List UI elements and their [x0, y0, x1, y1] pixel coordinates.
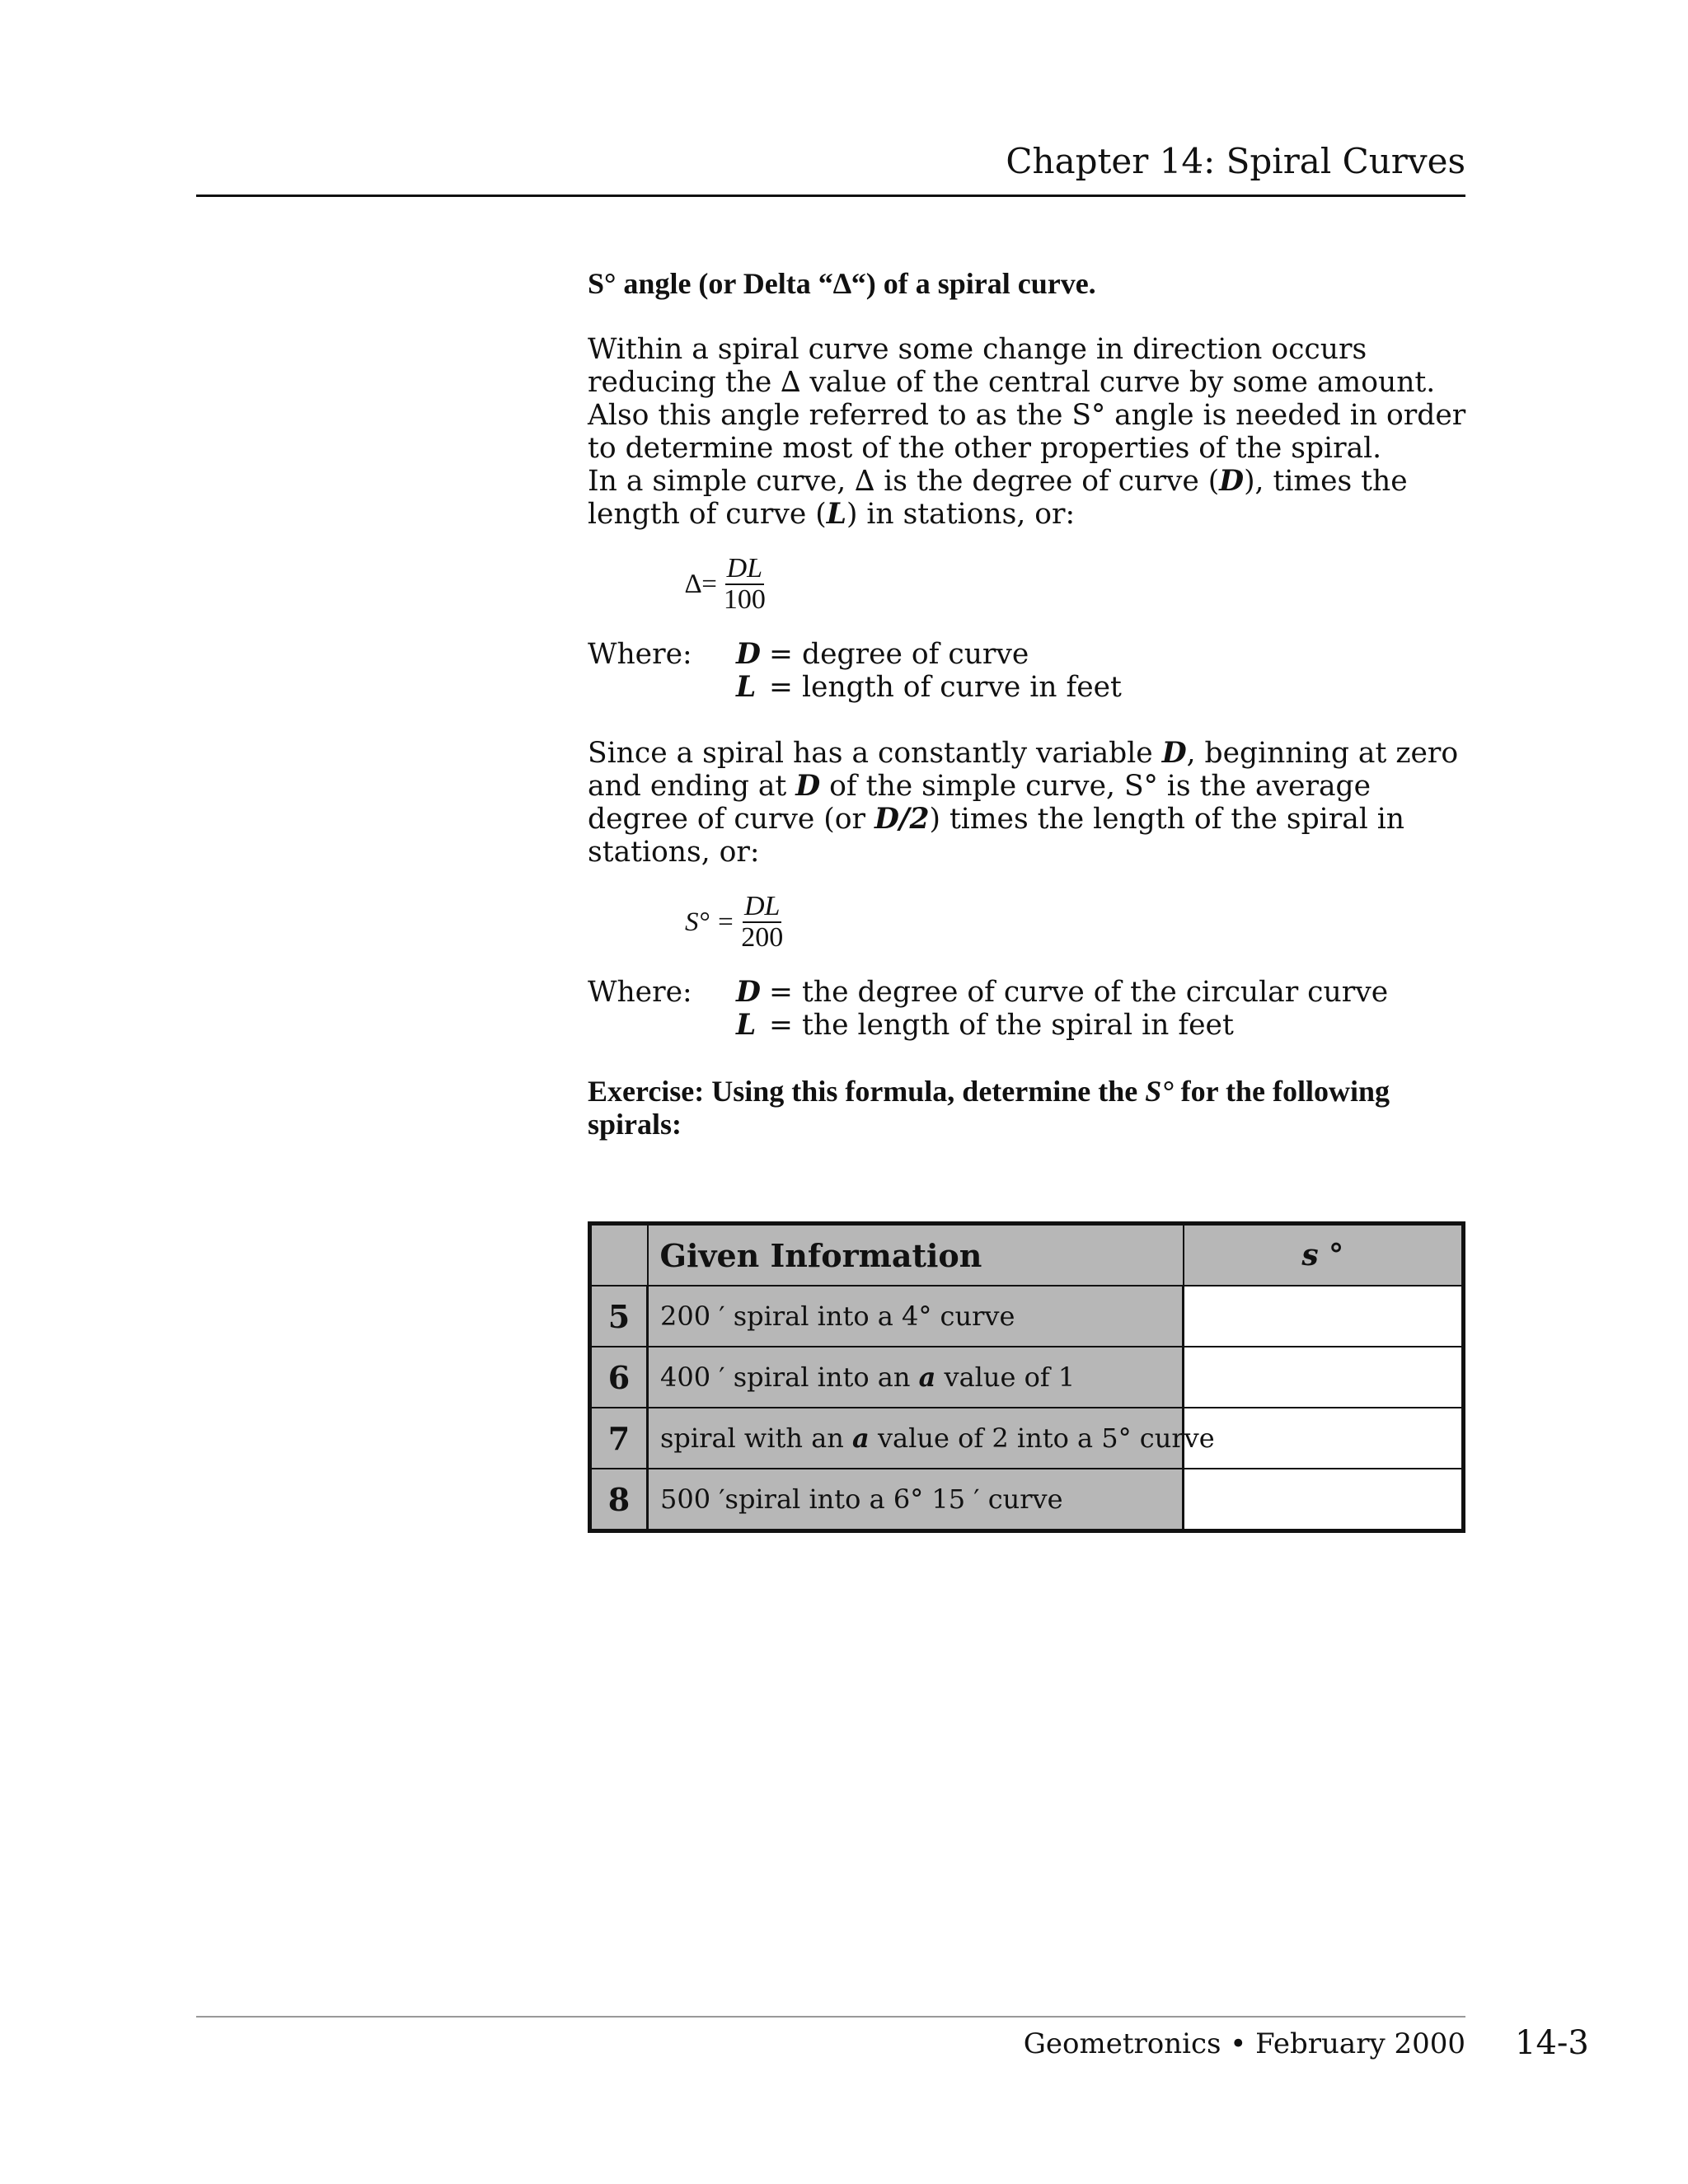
text-run: value of 1 — [935, 1361, 1076, 1393]
def-equals: = — [769, 976, 793, 1009]
text-run: for the following spirals: — [588, 1075, 1390, 1141]
symbol-d: D — [1219, 465, 1245, 498]
symbol-d: D — [795, 770, 821, 803]
section-heading: S° angle (or Delta “∆“) of a spiral curve. — [588, 267, 1096, 300]
text-run: value of 2 into a 5° curve — [869, 1422, 1215, 1454]
formula-numerator: DL — [726, 553, 763, 583]
paragraph-spiral — [588, 737, 1470, 869]
def-equals: = — [769, 671, 793, 704]
table-header-row — [590, 1224, 1464, 1286]
symbol-s-degree: S° — [1145, 1075, 1174, 1108]
header-number-cell — [590, 1224, 648, 1286]
text-run: ) times the length of the spiral in stations, or: — [588, 803, 1405, 869]
formula-s-angle — [685, 887, 1470, 958]
symbol-l: L — [826, 498, 846, 531]
text-run: 400 ′ spiral into an — [660, 1361, 919, 1393]
header-divider — [196, 194, 1465, 197]
table-row — [590, 1347, 1464, 1408]
row-given-info — [648, 1347, 1184, 1408]
exercise-table — [588, 1221, 1465, 1533]
table-row — [590, 1469, 1464, 1531]
paragraph-simple-curve — [588, 465, 1470, 531]
answer-cell[interactable] — [1184, 1347, 1464, 1408]
header-s-degree: s ° — [1184, 1224, 1464, 1286]
row-number: 6 — [590, 1347, 648, 1408]
formula-fraction — [739, 892, 785, 953]
def-equals: = — [769, 638, 793, 671]
chapter-title: Chapter 14: Spiral Curves — [1006, 141, 1465, 181]
symbol-a: a — [852, 1422, 870, 1454]
def-text: the degree of curve of the circular curve — [802, 976, 1389, 1009]
row-number: 8 — [590, 1469, 648, 1531]
def-text: length of curve in feet — [802, 671, 1122, 704]
row-given-info: 200 ′ spiral into a 4° curve — [648, 1286, 1184, 1347]
def-symbol: D — [736, 976, 761, 1009]
text-run: , beginning at zero and ending at — [588, 737, 1459, 803]
def-text: the length of the spiral in feet — [802, 1009, 1234, 1042]
definitions — [736, 976, 1388, 1042]
paragraph-intro: Within a spiral curve some change in direction occurs reducing the ∆ value of the central curve by some amount. Also this angle referred to as the S° angle is needed in order to determine most of the other properties of the spiral. — [588, 333, 1466, 465]
text-run: of the simple curve, S° is the average degree of curve (or — [588, 770, 1372, 836]
text-run: In a simple curve, ∆ is the degree of curve ( — [588, 465, 1220, 498]
answer-cell[interactable] — [1184, 1286, 1464, 1347]
formula-lhs: ∆= — [685, 569, 717, 599]
def-symbol: L — [736, 671, 757, 704]
where-label: Where: — [588, 976, 692, 1009]
table-row — [590, 1408, 1464, 1469]
def-text: degree of curve — [802, 638, 1029, 671]
symbol-d-over-2: D/2 — [874, 803, 930, 836]
answer-cell[interactable] — [1184, 1469, 1464, 1531]
text-run: spiral with an — [660, 1422, 853, 1454]
def-symbol: D — [736, 638, 761, 671]
page-number: 14-3 — [1515, 2024, 1589, 2062]
text-run: Since a spiral has a constantly variable — [588, 737, 1162, 770]
text-run: Exercise: Using this formula, determine the — [588, 1075, 1146, 1108]
formula-denominator: 200 — [741, 922, 784, 953]
where-label: Where: — [588, 638, 692, 671]
where-block-1 — [588, 638, 1470, 704]
formula-denominator: 100 — [723, 584, 766, 615]
text-run: ), times the length of curve ( — [588, 465, 1408, 531]
footer-divider — [196, 2016, 1465, 2018]
symbol-d: D — [1161, 737, 1187, 770]
text-run: ) in stations, or: — [846, 498, 1076, 531]
formula-delta — [685, 549, 1470, 620]
row-number: 7 — [590, 1408, 648, 1469]
row-given-info — [648, 1408, 1215, 1469]
definitions — [736, 638, 1122, 704]
header-given-information: Given Information — [648, 1224, 1184, 1286]
exercise-prompt — [588, 1075, 1470, 1141]
def-equals: = — [769, 1009, 793, 1042]
footer-publication: Geometronics • February 2000 — [1023, 2027, 1465, 2060]
def-symbol: L — [736, 1009, 757, 1042]
table-row — [590, 1286, 1464, 1347]
where-block-2 — [588, 976, 1470, 1042]
formula-fraction — [722, 554, 767, 615]
row-given-info: 500 ′spiral into a 6° 15 ′ curve — [648, 1469, 1184, 1531]
main-content — [588, 267, 1470, 1141]
symbol-a: a — [918, 1361, 936, 1393]
row-number: 5 — [590, 1286, 648, 1347]
formula-numerator: DL — [743, 891, 781, 921]
answer-cell[interactable] — [1184, 1408, 1464, 1469]
formula-lhs: S° = — [685, 907, 735, 937]
